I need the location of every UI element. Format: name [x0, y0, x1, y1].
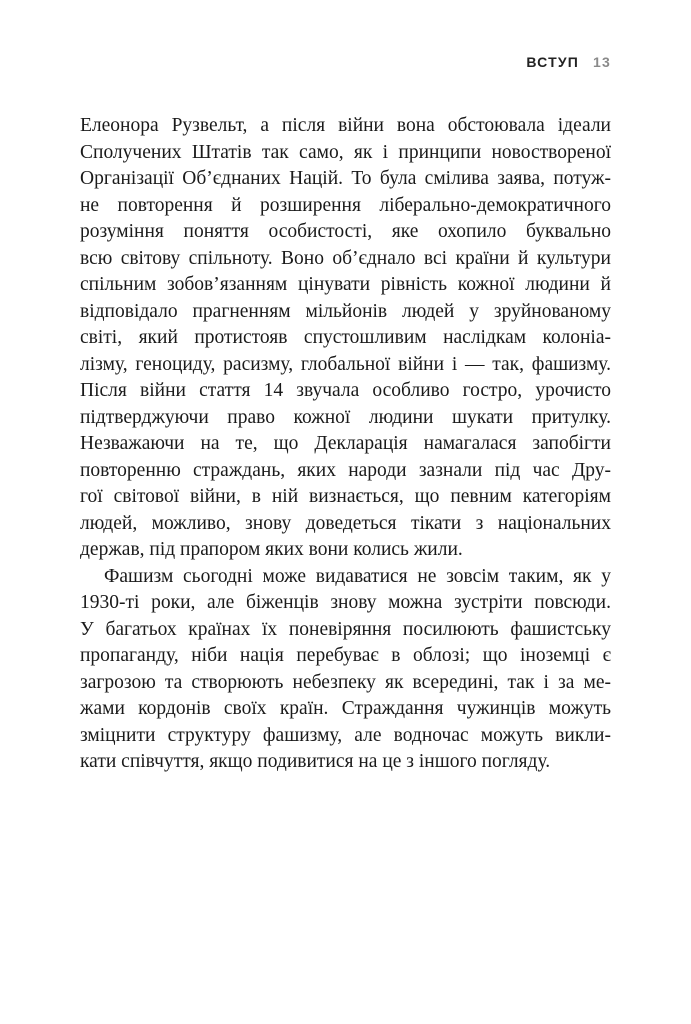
- text-line: світі, який протистояв спустошливим наслідкам колоніа-: [80, 327, 611, 348]
- text-line: Фашизм сьогодні може видаватися не зовсім таким, як у: [104, 565, 611, 587]
- text-line: Сполучених Штатів так само, як і принципи новоствореної: [80, 141, 611, 163]
- text-line: відповідало прагненням мільйонів людей у зруйнованому: [80, 300, 611, 322]
- page-number: 13: [593, 54, 611, 70]
- text-line: Організації Об’єднаних Націй. То була смілива заява, потуж-: [80, 168, 611, 189]
- text-line: У багатьох країнах їх поневіряння посилюють фашистську: [80, 618, 611, 640]
- text-line: не повторення й розширення ліберально-демократичного: [80, 194, 611, 216]
- text-line: держав, під прапором яких вони колись жили.: [80, 539, 463, 560]
- text-line: повторенню страждань, яких народи зазнали під час Дру-: [80, 459, 611, 481]
- text-line: пропаганду, ніби нація перебуває в облозі; що іноземці є: [80, 645, 611, 666]
- section-title: ВСТУП: [526, 54, 580, 70]
- paragraph-1: [80, 113, 611, 564]
- paragraph-2: [80, 564, 611, 776]
- text-line: лізму, геноциду, расизму, глобальної війни і — так, фашизму.: [80, 353, 611, 375]
- text-line: підтверджуючи право кожної людини шукати притулку.: [80, 406, 611, 428]
- text-line: зміцнити структуру фашизму, але водночас можуть викли-: [80, 724, 611, 746]
- text-line: гої світової війни, в ній визнається, що певним категоріям: [80, 486, 611, 507]
- text-line: кати співчуття, якщо подивитися на це з іншого погляду.: [80, 751, 551, 772]
- text-line: розуміння поняття особистості, яке охопило буквально: [80, 221, 611, 242]
- running-header: [526, 54, 611, 70]
- text-line: всю світову спільноту. Воно об’єднало всі країни й культури: [80, 247, 611, 269]
- text-line: спільним зобов’язанням цінувати рівність кожної людини й: [80, 274, 611, 295]
- text-line: загрозою та створюють небезпеку як всередині, так і за ме-: [80, 671, 611, 693]
- text-line: Після війни стаття 14 звучала особливо гостро, урочисто: [80, 380, 611, 401]
- text-line: жами кордонів своїх країн. Страждання чужинців можуть: [80, 698, 611, 719]
- body-text: [80, 113, 611, 776]
- text-line: 1930-ті роки, але біженців знову можна зустріти повсюди.: [80, 592, 611, 613]
- text-line: Елеонора Рузвельт, а після війни вона обстоювала ідеали: [80, 115, 611, 136]
- text-line: людей, можливо, знову доведеться тікати з національних: [80, 512, 611, 534]
- text-line: Незважаючи на те, що Декларація намагалася запобігти: [80, 433, 611, 454]
